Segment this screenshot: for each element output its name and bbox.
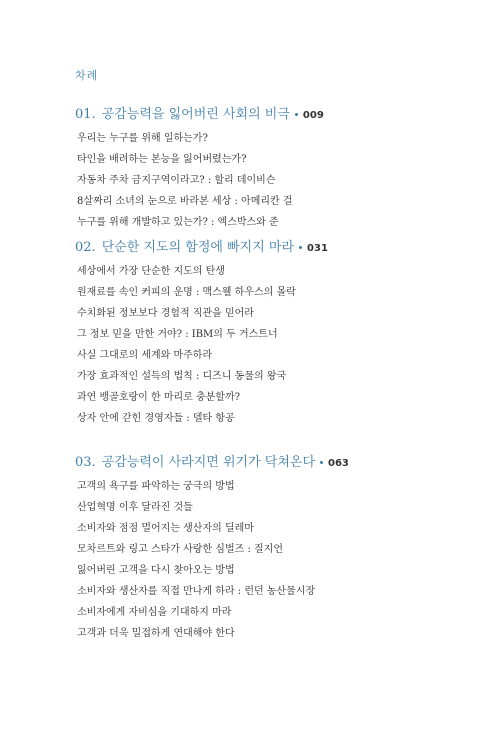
toc-entry[interactable]: 세상에서 가장 단순한 지도의 탄생 bbox=[77, 266, 225, 277]
toc-entry[interactable]: 소비자에게 자비심을 기대하지 마라 bbox=[77, 607, 232, 618]
chapter-number: 02. bbox=[75, 240, 96, 255]
chapter-1-title-row[interactable] bbox=[75, 104, 475, 126]
toc-entry[interactable]: 소비자와 점점 멀어지는 생산자의 딜레마 bbox=[77, 523, 254, 534]
page-number: 009 bbox=[302, 110, 324, 121]
bullet-dot-icon bbox=[320, 461, 323, 464]
toc-entry[interactable]: 사실 그대로의 세계와 마주하라 bbox=[77, 350, 213, 361]
toc-entry[interactable]: 수치화된 정보보다 경험적 직관을 믿어라 bbox=[77, 308, 254, 319]
toc-entry[interactable]: 8살짜리 소녀의 눈으로 바라본 세상 : 아메리칸 걸 bbox=[77, 196, 293, 207]
toc-entry[interactable]: 고객의 욕구를 파악하는 궁극의 방법 bbox=[77, 481, 235, 492]
bullet-dot-icon bbox=[299, 246, 302, 249]
chapter-title: 단순한 지도의 함정에 빠지지 마라 bbox=[101, 240, 295, 255]
chapter-title: 공감능력을 잃어버린 사회의 비극 bbox=[101, 107, 290, 122]
chapter-1-entries bbox=[75, 128, 475, 233]
toc-entry[interactable]: 산업혁명 이후 달라진 것들 bbox=[77, 502, 193, 513]
toc-entry[interactable]: 소비자와 생산자를 직접 만나게 하라 : 런던 농산물시장 bbox=[77, 586, 316, 597]
chapter-title: 공감능력이 사라지면 위기가 닥쳐온다 bbox=[101, 455, 316, 470]
toc-entry[interactable]: 타인을 배려하는 본능을 잃어버렸는가? bbox=[77, 154, 247, 165]
chapter-3-title-row[interactable] bbox=[75, 452, 475, 474]
toc-entry[interactable]: 원재료를 속인 커피의 운명 : 맥스웰 하우스의 몰락 bbox=[77, 287, 296, 298]
chapter-3-entries bbox=[75, 476, 475, 644]
toc-entry[interactable]: 자동차 주차 금지구역이라고? : 할리 데이비슨 bbox=[77, 175, 276, 186]
toc-entry[interactable]: 잃어버린 고객을 다시 찾아오는 방법 bbox=[77, 565, 235, 576]
toc-entry[interactable]: 누구를 위해 개발하고 있는가? : 엑스박스와 준 bbox=[77, 217, 279, 228]
chapter-3 bbox=[75, 452, 475, 644]
chapter-2 bbox=[75, 237, 475, 429]
toc-entry[interactable]: 우리는 누구를 위해 일하는가? bbox=[77, 133, 208, 144]
chapter-number: 01. bbox=[75, 107, 96, 122]
toc-entry[interactable]: 과연 뱅골호랑이 한 마리로 충분할까? bbox=[77, 392, 240, 403]
chapter-2-entries bbox=[75, 261, 475, 429]
toc-entry[interactable]: 가장 효과적인 설득의 법칙 : 디즈니 동물의 왕국 bbox=[77, 371, 287, 382]
toc-heading: 차례 bbox=[75, 69, 99, 82]
chapter-1 bbox=[75, 104, 475, 233]
toc-entry[interactable]: 모차르트와 링고 스타가 사랑한 심벌즈 : 질지언 bbox=[77, 544, 283, 555]
chapter-2-title-row[interactable] bbox=[75, 237, 475, 259]
chapter-number: 03. bbox=[75, 455, 96, 470]
toc-entry[interactable]: 상자 안에 갇힌 경영자들 : 델타 항공 bbox=[77, 413, 235, 424]
bullet-dot-icon bbox=[295, 113, 298, 116]
page-number: 063 bbox=[328, 458, 349, 469]
toc-entry[interactable]: 그 정보 믿을 만한 거야? : IBM의 두 거스트너 bbox=[77, 329, 278, 340]
toc-entry[interactable]: 고객과 더욱 밀접하게 연대해야 한다 bbox=[77, 628, 235, 639]
page-number: 031 bbox=[307, 243, 328, 254]
